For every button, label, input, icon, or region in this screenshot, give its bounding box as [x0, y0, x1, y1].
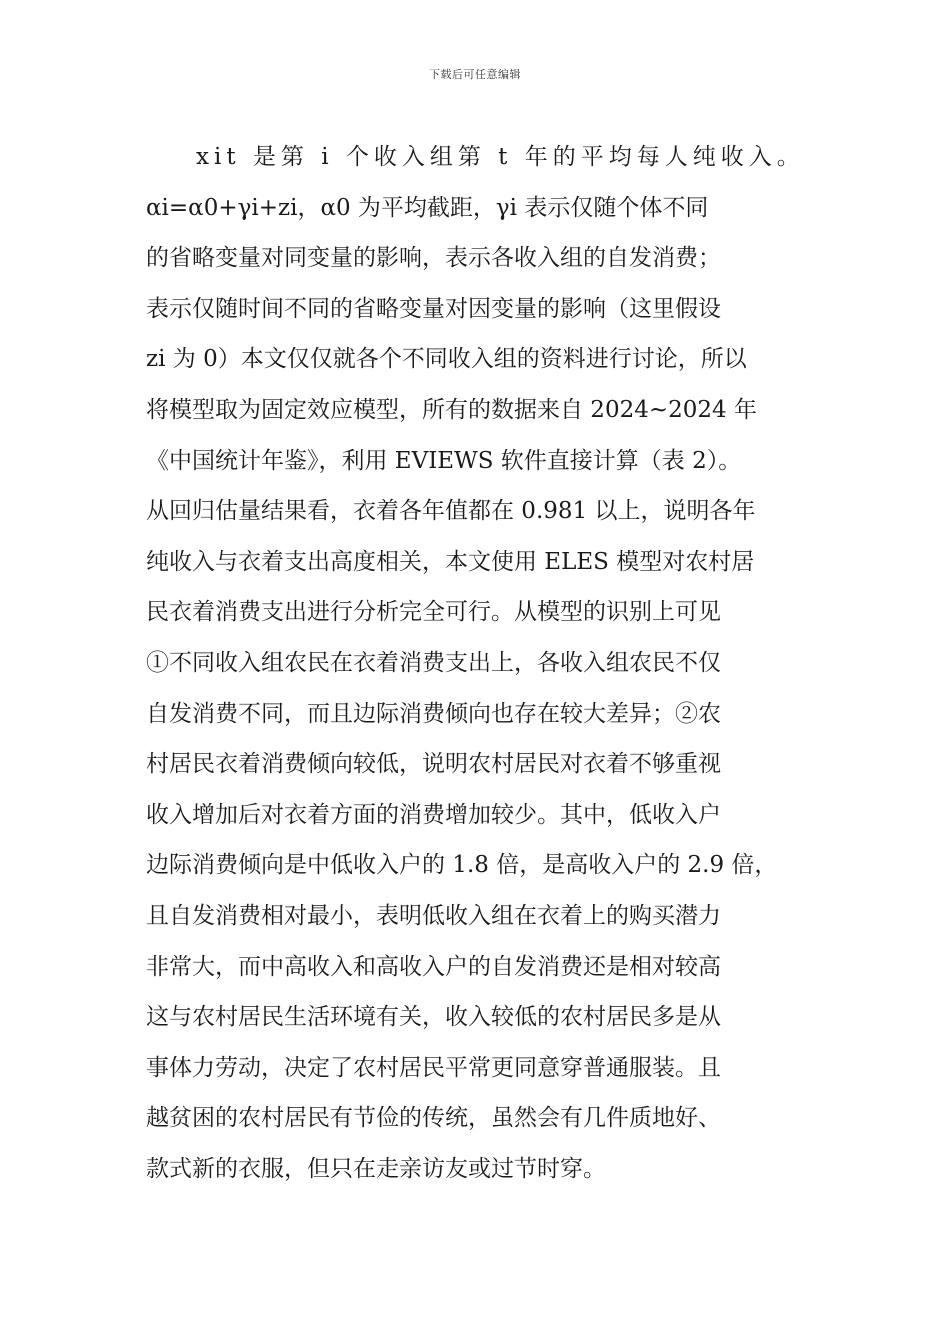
- text-line: 纯收入与衣着支出高度相关，本文使用 ELES 模型对农村居: [146, 548, 755, 575]
- text-line: 这与农村居民生活环境有关，收入较低的农村居民多是从: [146, 1004, 721, 1031]
- text-line: xit 是第 i 个收入组第 t 年的平均每人纯收入。: [196, 144, 805, 170]
- text-line: 且自发消费相对最小，表明低收入组在衣着上的购买潜力: [146, 902, 721, 929]
- text-line: 民衣着消费支出进行分析完全可行。从模型的识别上可见: [146, 599, 721, 626]
- text-line: 非常大，而中高收入和高收入户的自发消费还是相对较高: [146, 953, 721, 980]
- text-line: 从回归估量结果看，衣着各年值都在 0.981 以上，说明各年: [146, 498, 756, 525]
- header-note: 下载后可任意编辑: [429, 68, 521, 81]
- text-line: 表示仅随时间不同的省略变量对因变量的影响（这里假设: [146, 295, 721, 322]
- text-line: 的省略变量对同变量的影响，表示各收入组的自发消费；: [146, 245, 721, 272]
- text-line: 收入增加后对衣着方面的消费增加较少。其中，低收入户: [146, 801, 721, 828]
- text-line: 村居民衣着消费倾向较低，说明农村居民对衣着不够重视: [146, 751, 721, 778]
- text-line: ①不同收入组农民在衣着消费支出上，各收入组农民不仅: [146, 649, 721, 676]
- text-line: 自发消费不同，而且边际消费倾向也存在较大差异；②农: [146, 700, 721, 727]
- text-line: 越贫困的农村居民有节俭的传统，虽然会有几件质地好、: [146, 1105, 721, 1132]
- text-line: 款式新的衣服，但只在走亲访友或过节时穿。: [146, 1155, 606, 1182]
- text-line: zi 为 0）本文仅仅就各个不同收入组的资料进行讨论，所以: [146, 346, 747, 373]
- text-line: αi=α0+γi+zi，α0 为平均截距，γi 表示仅随个体不同: [146, 194, 709, 221]
- text-line: 将模型取为固定效应模型，所有的数据来自 2024~2024 年: [146, 396, 757, 423]
- text-line: 《中国统计年鉴》，利用 EVIEWS 软件直接计算（表 2）。: [146, 447, 742, 474]
- body-paragraph: [146, 132, 826, 1194]
- text-line: 事体力劳动，决定了农村居民平常更同意穿普通服装。且: [146, 1054, 721, 1081]
- text-line: 边际消费倾向是中低收入户的 1.8 倍，是高收入户的 2.9 倍，: [146, 852, 778, 879]
